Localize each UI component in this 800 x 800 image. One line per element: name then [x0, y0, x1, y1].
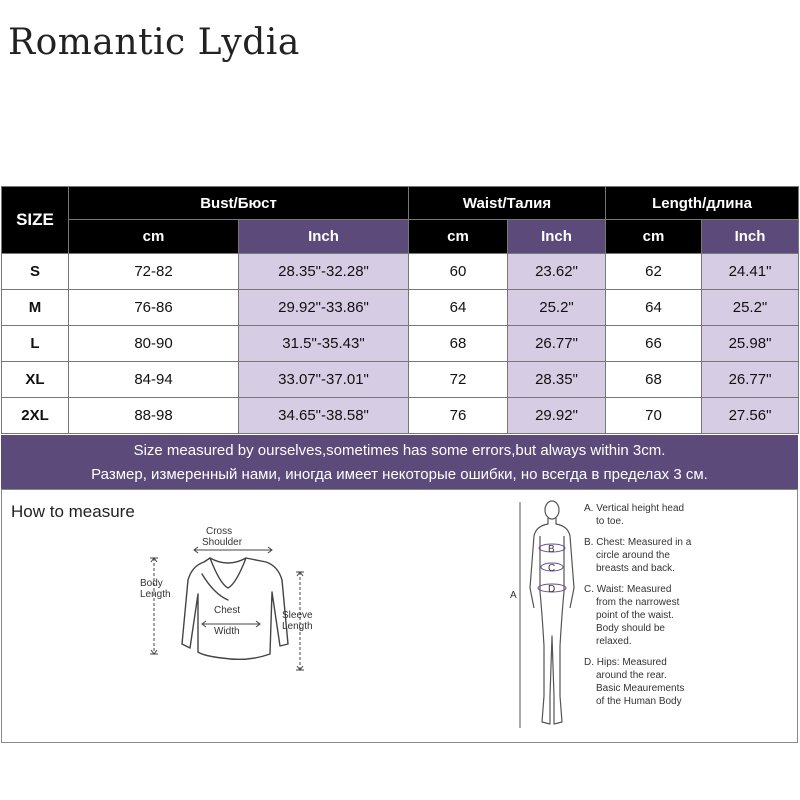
cross-shoulder-label-2: Shoulder	[202, 537, 243, 548]
sleeve-length-label-2: Length	[282, 621, 313, 632]
how-to-measure-title: How to measure	[11, 502, 135, 521]
bust-inch-cell: 28.35"-32.28"	[239, 254, 409, 290]
size-cell: S	[2, 254, 69, 290]
size-cell: M	[2, 290, 69, 326]
table-row	[2, 290, 799, 326]
waist-cm-header: cm	[409, 220, 508, 254]
length-cm-cell: 68	[606, 362, 702, 398]
note-english: Size measured by ourselves,sometimes has some errors,but always within 3cm.	[133, 442, 666, 459]
shirt-measurement-diagram	[132, 524, 332, 694]
waist-inch-cell: 23.62"	[508, 254, 606, 290]
legend-item-b: B. Chest: Measured in a circle around the breasts and back.	[584, 537, 692, 574]
measurement-note-banner	[1, 435, 798, 489]
length-inch-cell: 25.2"	[702, 290, 799, 326]
bust-inch-cell: 34.65"-38.58"	[239, 398, 409, 434]
sleeve-length-label: Sleeve	[282, 610, 313, 621]
size-cell: 2XL	[2, 398, 69, 434]
bust-inch-cell: 31.5"-35.43"	[239, 326, 409, 362]
body-length-label: Body	[140, 578, 163, 589]
table-row	[2, 254, 799, 290]
waist-inch-cell: 29.92"	[508, 398, 606, 434]
bust-cm-header: cm	[69, 220, 239, 254]
bust-cm-cell: 76-86	[69, 290, 239, 326]
legend-item-a: A. Vertical height head to toe.	[584, 503, 685, 527]
bust-header: Bust/Бюст	[69, 187, 409, 220]
bust-cm-cell: 80-90	[69, 326, 239, 362]
waist-cm-cell: 64	[409, 290, 508, 326]
waist-inch-header: Inch	[508, 220, 606, 254]
chest-width-label-2: Width	[214, 626, 240, 637]
length-inch-cell: 24.41"	[702, 254, 799, 290]
size-chart-table	[1, 186, 799, 434]
waist-cm-cell: 76	[409, 398, 508, 434]
table-row	[2, 398, 799, 434]
waist-inch-cell: 28.35"	[508, 362, 606, 398]
bust-inch-cell: 33.07"-37.01"	[239, 362, 409, 398]
how-to-measure-panel	[1, 489, 798, 743]
table-row	[2, 326, 799, 362]
length-cm-cell: 70	[606, 398, 702, 434]
body-length-label-2: Length	[140, 589, 171, 600]
legend-item-c: C. Waist: Measured from the narrowest point of the waist. Body should be relaxed.	[584, 584, 680, 647]
waist-inch-cell: 25.2"	[508, 290, 606, 326]
length-inch-cell: 25.98"	[702, 326, 799, 362]
size-cell: XL	[2, 362, 69, 398]
length-cm-cell: 62	[606, 254, 702, 290]
body-label-a: A	[510, 590, 517, 601]
length-inch-cell: 26.77"	[702, 362, 799, 398]
bust-inch-header: Inch	[239, 220, 409, 254]
bust-cm-cell: 84-94	[69, 362, 239, 398]
body-label-b: B	[548, 544, 555, 555]
waist-cm-cell: 72	[409, 362, 508, 398]
note-russian: Размер, измеренный нами, иногда имеет некоторые ошибки, но всегда в пределах 3 см.	[91, 466, 708, 483]
length-header: Length/длина	[606, 187, 799, 220]
size-header: SIZE	[2, 187, 69, 254]
body-label-c: C	[548, 563, 556, 574]
size-cell: L	[2, 326, 69, 362]
waist-header: Waist/Талия	[409, 187, 606, 220]
body-label-d: D	[548, 584, 556, 595]
measurement-legend	[584, 502, 799, 716]
length-cm-cell: 66	[606, 326, 702, 362]
waist-cm-cell: 60	[409, 254, 508, 290]
brand-logo: Romantic Lydia	[8, 22, 300, 63]
chest-width-label: Chest	[214, 605, 241, 616]
length-cm-cell: 64	[606, 290, 702, 326]
waist-inch-cell: 26.77"	[508, 326, 606, 362]
length-inch-cell: 27.56"	[702, 398, 799, 434]
cross-shoulder-label: Cross	[206, 526, 233, 537]
body-measurement-diagram	[510, 496, 584, 738]
bust-cm-cell: 72-82	[69, 254, 239, 290]
legend-item-d: D. Hips: Measured around the rear. Basic Meaurements of the Human Body	[584, 657, 685, 707]
waist-cm-cell: 68	[409, 326, 508, 362]
table-row	[2, 362, 799, 398]
length-cm-header: cm	[606, 220, 702, 254]
length-inch-header: Inch	[702, 220, 799, 254]
bust-cm-cell: 88-98	[69, 398, 239, 434]
bust-inch-cell: 29.92"-33.86"	[239, 290, 409, 326]
